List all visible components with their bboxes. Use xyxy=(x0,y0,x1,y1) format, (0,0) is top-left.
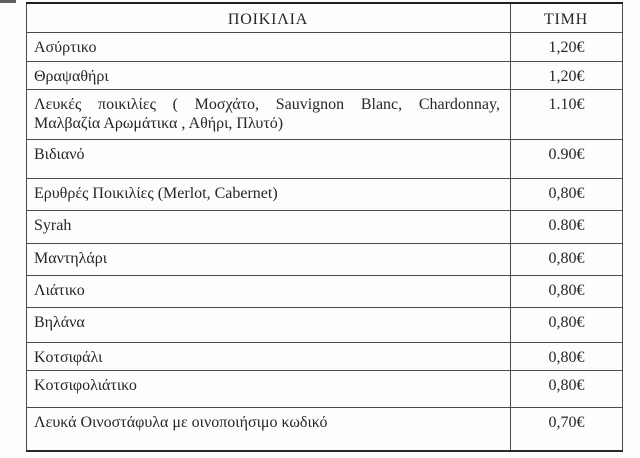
table-row xyxy=(27,90,623,140)
variety-cell: Βιδιανό xyxy=(27,140,511,179)
variety-cell: Κοτσιφάλι xyxy=(27,343,511,371)
price-cell: 1,20€ xyxy=(511,33,623,62)
price-cell: 0,80€ xyxy=(511,371,623,408)
variety-column-header: ΠΟΙΚΙΛΙΑ xyxy=(27,3,511,33)
scan-artifact xyxy=(0,0,16,3)
price-cell: 0,80€ xyxy=(511,308,623,343)
variety-cell: Βηλάνα xyxy=(27,308,511,343)
table-row xyxy=(27,33,623,62)
price-column-header: ΤΙΜΗ xyxy=(511,3,623,33)
variety-line: Μαλβαζία Αρωμάτικα , Αθήρι, Πλυτό) xyxy=(34,115,284,132)
price-cell: 0,80€ xyxy=(511,244,623,276)
table-row xyxy=(27,211,623,244)
price-cell: 0.80€ xyxy=(511,211,623,244)
variety-cell xyxy=(27,90,511,140)
price-cell: 0,80€ xyxy=(511,276,623,308)
table-row xyxy=(27,62,623,90)
price-cell: 0,80€ xyxy=(511,179,623,211)
variety-cell: Syrah xyxy=(27,211,511,244)
variety-cell: Ερυθρές Ποικιλίες (Merlot, Cabernet) xyxy=(27,179,511,211)
table-row xyxy=(27,343,623,371)
variety-cell: Θραψαθήρι xyxy=(27,62,511,90)
price-cell: 1,20€ xyxy=(511,62,623,90)
variety-cell: Κοτσιφολιάτικο xyxy=(27,371,511,408)
table-row xyxy=(27,244,623,276)
table-row xyxy=(27,408,623,451)
price-table xyxy=(26,2,623,452)
table-row xyxy=(27,140,623,179)
table-row xyxy=(27,276,623,308)
table-row xyxy=(27,308,623,343)
variety-cell: Λιάτικο xyxy=(27,276,511,308)
price-cell: 1.10€ xyxy=(511,90,623,140)
variety-cell: Ασύρτικο xyxy=(27,33,511,62)
table-row xyxy=(27,179,623,211)
price-cell: 0.90€ xyxy=(511,140,623,179)
price-cell: 0,80€ xyxy=(511,343,623,371)
variety-line: Λευκές ποικιλίες ( Μοσχάτο, Sauvignon Blanc, Chardonnay, xyxy=(34,96,500,113)
table-header-row xyxy=(27,3,623,33)
table-body xyxy=(27,33,623,451)
variety-cell: Μαντηλάρι xyxy=(27,244,511,276)
table-row xyxy=(27,371,623,408)
variety-cell: Λευκά Οινοστάφυλα με οινοποιήσιμο κωδικό xyxy=(27,408,511,451)
price-cell: 0,70€ xyxy=(511,408,623,451)
